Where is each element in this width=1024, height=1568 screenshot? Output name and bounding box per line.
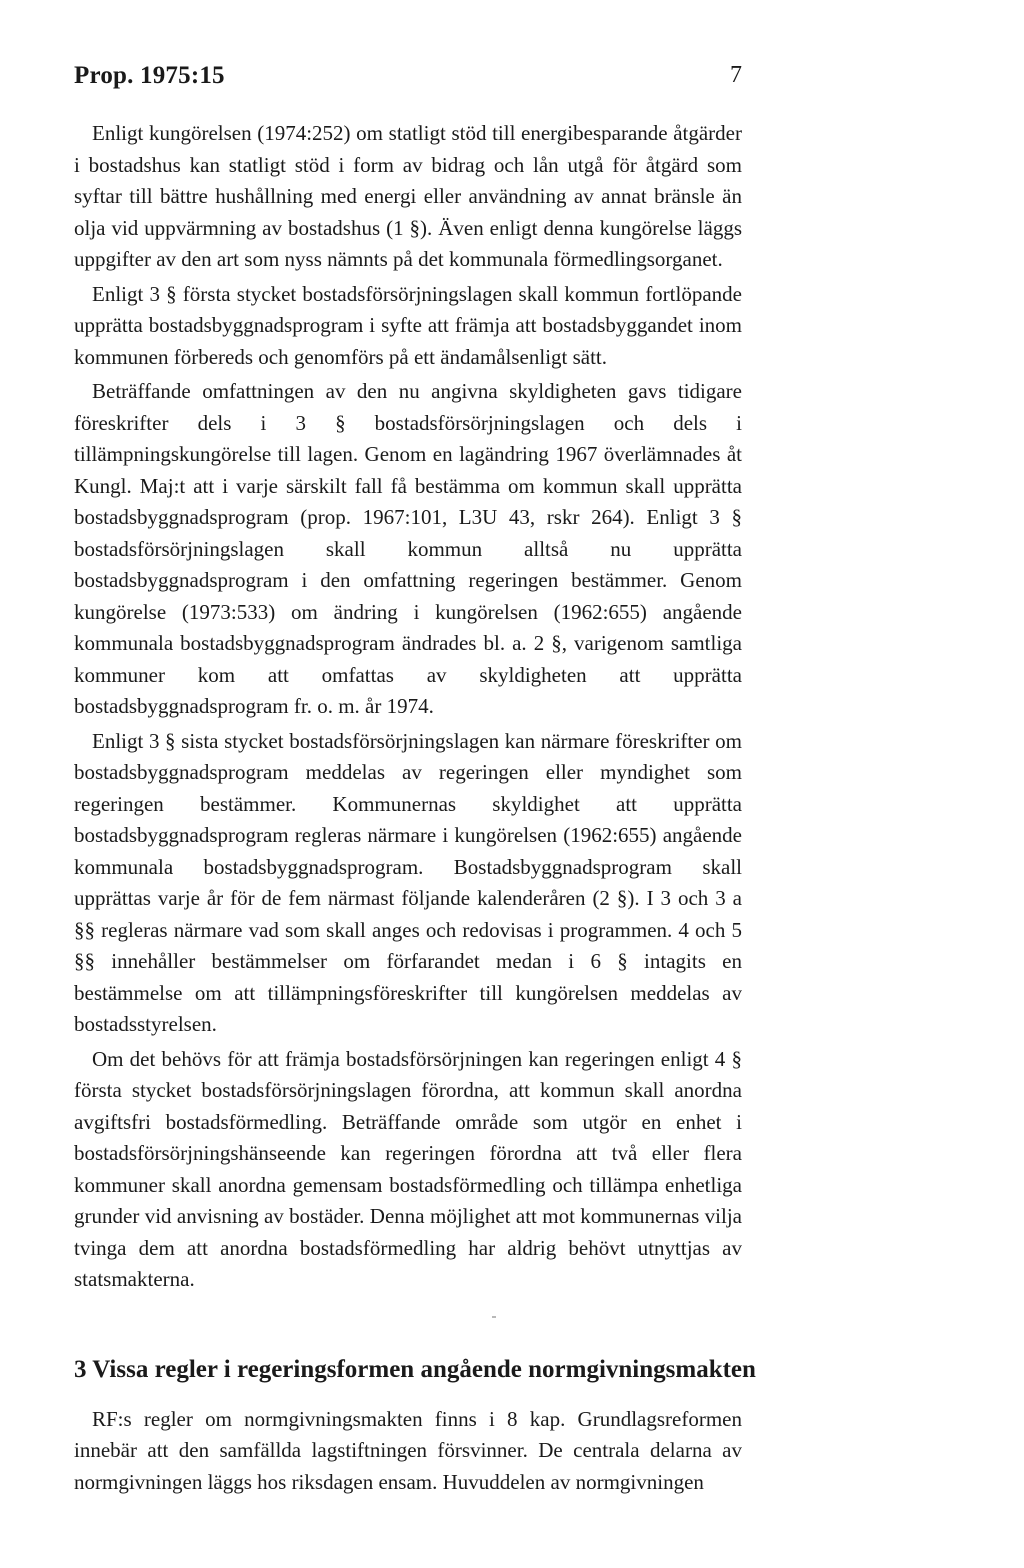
section-paragraph: RF:s regler om normgivningsmakten finns i 8 kap. Grundlagsreformen innebär att den samfällda lagstiftningen försvinner. De centrala delarna av normgivningen läggs hos riksdagen ensam. Huvuddelen av normgivningen [74, 1406, 742, 1494]
paragraph-obligation-scope: Beträffande omfattningen av den nu angivna skyldigheten gavs tidigare föreskrifter dels i 3 § bostadsförsörjningslagen och dels i tillämpningskungörelse till lagen. Genom en lagändring 1967 överlämnades åt Kungl. Maj:t att i varje särskilt fall få bestämma om kommun skall upprätta bostadsbyggnadsprogram (prop. 1967:101, L3U 43, rskr 264). Enligt 3 § bostadsförsörjningslagen skall kommun alltså nu upprätta bostadsbyggnadsprogram i den omfattning regeringen bestämmer. Genom kungörelse (1973:533) om ändring i kungörelsen (1962:655) angående kommunala bostadsbyggnadsprogram ändrades bl. a. 2 §, varigenom samtliga kommuner kom att omfattas av skyldigheten att upprätta bostadsbyggnadsprogram fr. o. m. år 1974. [74, 379, 742, 718]
paragraph-energy-support: Enligt kungörelsen (1974:252) om statligt stöd till energibesparande åtgärder i bostadshus kan statligt stöd i form av bidrag och lån utgå för åtgärd som syftar till bättre hushållning med energi eller användning av annat bränsle än olja vid uppvärmning av bostadshus (1 §). Även enligt denna kungörelse läggs uppgifter av den art som nyss nämnts på det kommunala förmedlingsorganet. [74, 121, 742, 271]
paragraph-housing-program: Enligt 3 § första stycket bostadsförsörjningslagen skall kommun fortlöpande upprätta bostadsbyggnadsprogram i syfte att främja att bostadsbyggandet inom kommunen förbereds och genomförs på ett ändamålsenligt sätt. [74, 281, 742, 369]
page-header [74, 62, 742, 102]
paragraph-housing-agency: Om det behövs för att främja bostadsförsörjningen kan regeringen enligt 4 § första stycket bostadsförsörjningslagen förordna, att kommun skall anordna avgiftsfri bostadsförmedling. Beträffande område som utgör en enhet i bostadsförsörjningshänseende kan regeringen förordna att två eller flera kommuner skall anordna gemensam bostadsförmedling och tillämpa enhetliga grunder vid anvisning av bostäder. Denna möjlighet att mot kommunernas vilja tvinga dem att anordna bostadsförmedling har aldrig behövt utnyttjas av statsmakterna. [74, 1046, 742, 1291]
page-number: 7 [730, 62, 742, 88]
section-heading: 3 Vissa regler i regeringsformen angående normgivningsmakten [74, 1355, 756, 1383]
document-reference: Prop. 1975:15 [74, 62, 225, 89]
page-body [74, 118, 756, 1498]
paragraph-program-regulations: Enligt 3 § sista stycket bostadsförsörjningslagen kan närmare föreskrifter om bostadsbyggnadsprogram meddelas av regeringen eller myndighet som regeringen bestämmer. Kommunernas skyldighet att upprätta bostadsbyggnadsprogram regleras närmare i kungörelsen (1962:655) angående kommunala bostadsbyggnadsprogram. Bostadsbyggnadsprogram skall upprättas varje år för de fem närmast följande kalenderåren (2 §). I 3 och 3 a §§ regleras närmare vad som skall anges och redovisas i programmen. 4 och 5 §§ innehåller bestämmelser om förfarandet medan i 6 § intagits en bestämmelse om att tillämpningsföreskrifter till kungörelsen meddelas av bostadsstyrelsen. [74, 728, 742, 1036]
section-divider [492, 1316, 496, 1318]
